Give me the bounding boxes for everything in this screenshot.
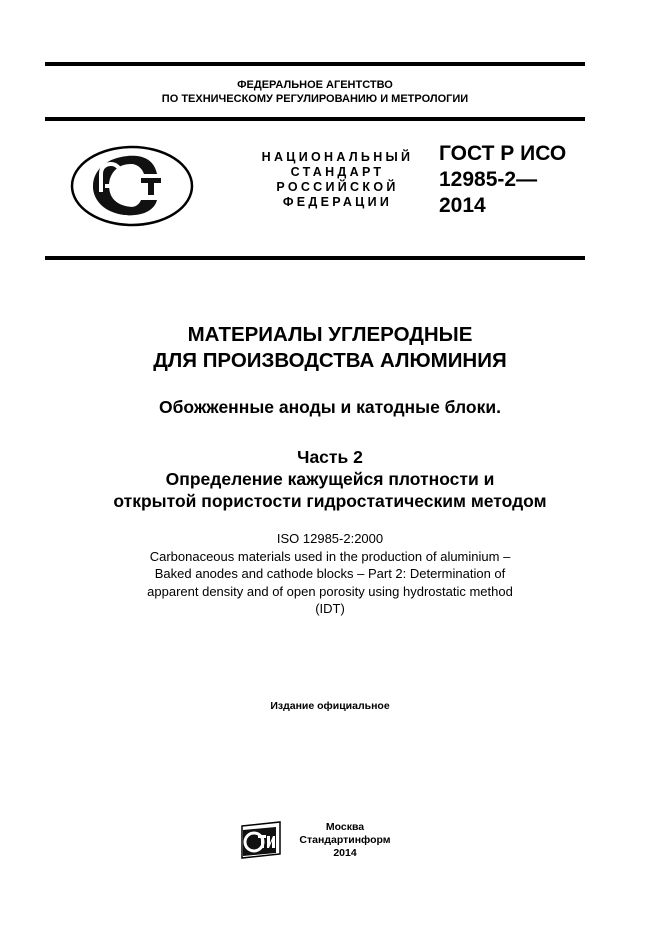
designation-line: ГОСТ Р ИСО	[439, 142, 567, 165]
designation-line: 2014	[439, 194, 486, 217]
national-standard-line: СТАНДАРТ	[290, 165, 385, 179]
publisher-imprint	[290, 821, 400, 860]
edition-label: Издание официальное	[270, 700, 390, 712]
standard-designation	[439, 141, 566, 219]
designation-line: 12985-2—	[439, 168, 538, 191]
agency-line: ФЕДЕРАЛЬНОЕ АГЕНТСТВО	[237, 79, 393, 91]
part-line: Часть 2	[297, 447, 363, 467]
national-standard-line: ФЕДЕРАЦИИ	[282, 195, 393, 209]
iso-title-line: (IDT)	[315, 601, 345, 616]
national-standard-label	[250, 150, 425, 210]
iso-title-line: Baked anodes and cathode blocks – Part 2: Determination of	[154, 566, 506, 581]
section-rule	[45, 256, 585, 260]
document-title	[45, 322, 615, 374]
national-standard-line: НАЦИОНАЛЬНЫЙ	[261, 150, 414, 164]
iso-reference	[100, 530, 560, 618]
part-line: открытой пористости гидростатическим методом	[113, 491, 547, 511]
national-standard-line: РОССИЙСКОЙ	[276, 180, 399, 194]
document-subtitle: Обожженные аноды и катодные блоки.	[158, 397, 501, 417]
agency-line: ПО ТЕХНИЧЕСКОМУ РЕГУЛИРОВАНИЮ И МЕТРОЛОГИИ	[161, 93, 469, 105]
standartinform-logo-icon	[240, 820, 282, 860]
agency-name	[45, 78, 585, 106]
title-line: ДЛЯ ПРОИЗВОДСТВА АЛЮМИНИЯ	[153, 349, 507, 372]
part-line: Определение кажущейся плотности и	[165, 469, 495, 489]
top-rule	[45, 62, 585, 66]
publisher-city: Москва	[325, 821, 365, 833]
publisher-year: 2014	[333, 847, 357, 859]
publisher-name: Стандартинформ	[299, 834, 391, 846]
header-rule	[45, 117, 585, 121]
title-line: МАТЕРИАЛЫ УГЛЕРОДНЫЕ	[187, 323, 473, 346]
iso-title-line: Carbonaceous materials used in the production of aluminium –	[149, 548, 511, 564]
document-part-title	[45, 446, 615, 512]
iso-title-line: apparent density and of open porosity using hydrostatic method	[147, 583, 513, 599]
iso-code: ISO 12985-2:2000	[276, 531, 384, 546]
rst-certification-mark-icon	[69, 144, 195, 228]
